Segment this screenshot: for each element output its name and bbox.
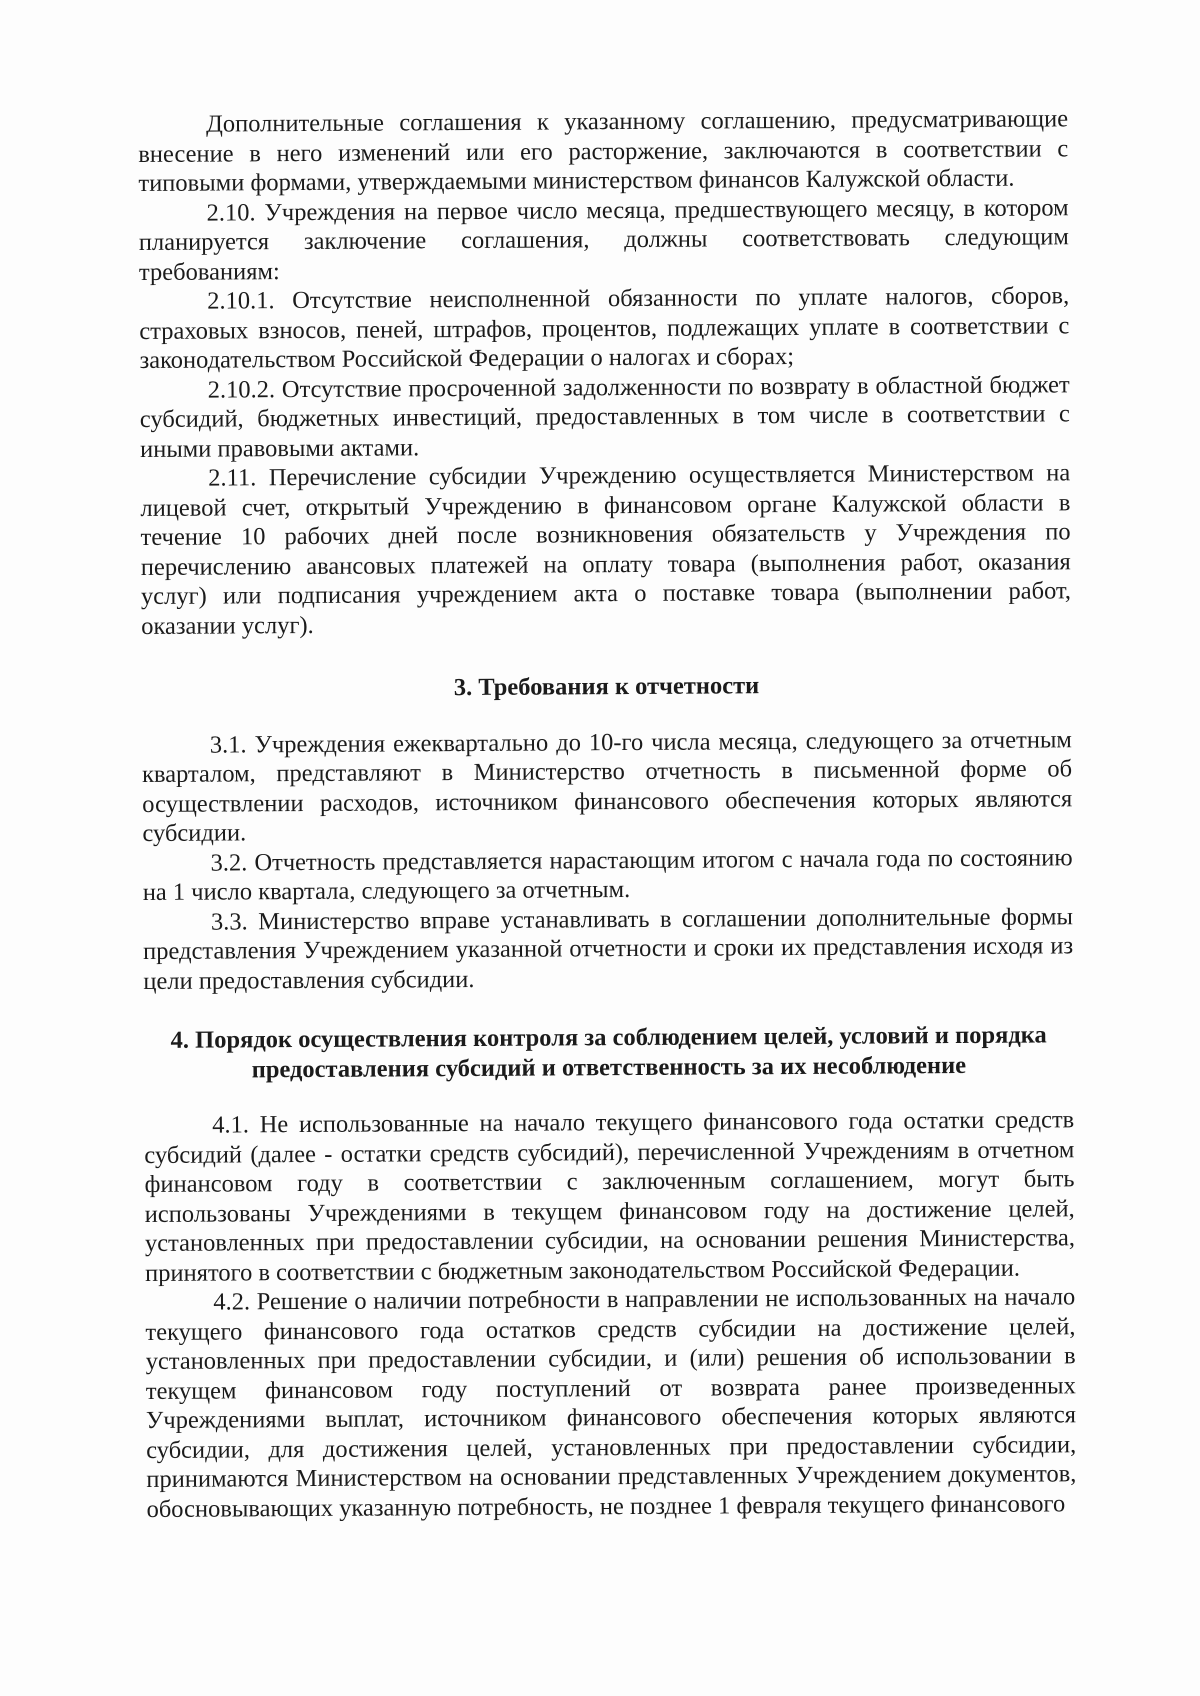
paragraph-2-10: 2.10. Учреждения на первое число месяца, предшествующего месяцу, в котором планируется заключение соглашения, должны соответствовать следующим требованиям: — [138, 193, 1069, 286]
paragraph-3-3: 3.3. Министерство вправе устанавливать в соглашении дополнительные формы представления Учреждением указанной отчетности и сроки их представления исходя из цели предоставления субсидии. — [143, 902, 1074, 995]
paragraph-2-10-1: 2.10.1. Отсутствие неисполненной обязанности по уплате налогов, сборов, страховых взносов, пеней, штрафов, процентов, подлежащих уплате в соответствии с законодательством Российской Федерации о налогах и сборах; — [139, 282, 1070, 374]
section-4-title-line1: 4. Порядок осуществления контроля за соблюдением целей, условий и порядка — [170, 1021, 1047, 1054]
paragraph-4-1: 4.1. Не использованные на начало текущего финансового года остатки средств субсидий (далее - остатки средств субсидий), перечисленной Учреждениям в отчетном финансовом году в соответствии с заключенным соглашением, могут быть использованы Учреждениями в текущем финансовом году на достижение целей, установленных при предоставлении субсидии, на основании решения Министерства, принятого в соответствии с бюджетным законодательством Российской Федерации. — [144, 1106, 1075, 1287]
section-3-title: 3. Требования к отчетности — [453, 672, 760, 702]
paragraph-additional-agreements: Дополнительные соглашения к указанному соглашению, предусматривающие внесение в него изменений или его расторжение, заключаются в соответствии с типовыми формами, утверждаемыми министерством финансов Калужской области. — [138, 105, 1069, 197]
paragraph-2-10-2: 2.10.2. Отсутствие просроченной задолженности по возврату в областной бюджет субсидий, бюджетных инвестиций, предоставленных в том числе в соответствии с иными правовыми актами. — [139, 370, 1070, 463]
paragraph-3-2: 3.2. Отчетность представляется нарастающим итогом с начала года по состоянию на 1 число квартала, следующего за отчетным. — [142, 843, 1073, 906]
paragraph-4-2: 4.2. Решение о наличии потребности в направлении не использованных на начало текущего финансового года остатков средств субсидии на достижение целей, установленных при предоставлении субсидии, и (или) решения об использовании в текущем финансовом году поступлений от возврата ранее произведенных Учреждениями выплат, источником финансового обеспечения которых являются субсидии, для достижения целей, установленных при предоставлении субсидии, принимаются Министерством на основании представленных Учреждением документов, обосновывающих указанную потребность, не позднее 1 февраля текущего финансового — [145, 1283, 1077, 1523]
section-4-title-line2: предоставления субсидий и ответственность за их несоблюдение — [251, 1051, 967, 1083]
section-4-title — [144, 1020, 1074, 1085]
document-body — [138, 104, 1077, 1524]
paragraph-3-1: 3.1. Учреждения ежеквартально до 10-го числа месяца, следующего за отчетным кварталом, представляют в Министерство отчетность в письменной форме об осуществлении расходов, источником финансового обеспечения которых являются субсидии. — [141, 725, 1073, 847]
paragraph-2-11: 2.11. Перечисление субсидии Учреждению осуществляется Министерством на лицевой счет, открытый Учреждению в финансовом органе Калужской области в течение 10 рабочих дней после возникновения обязательств у Учреждения по перечислению авансовых платежей на оплату товара (выполнения работ, оказания услуг) или подписания учреждением акта о поставке товара (выполнении работ, оказании услуг). — [140, 459, 1072, 640]
